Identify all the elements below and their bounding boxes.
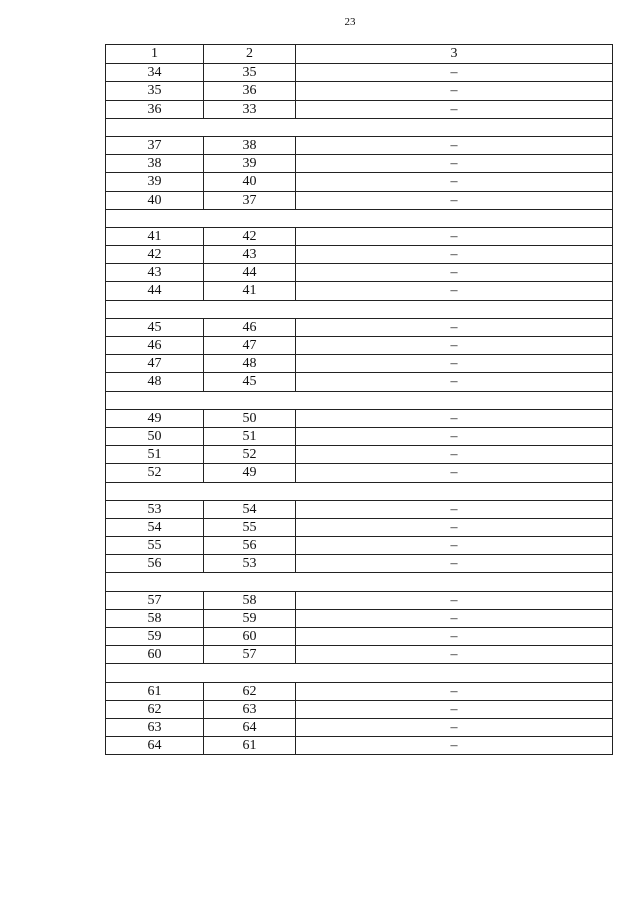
- table-cell-col-2: 40: [204, 173, 296, 190]
- table-cell-col-2: 41: [204, 282, 296, 299]
- table-separator-row: [106, 209, 612, 227]
- table-cell-col-3: –: [450, 228, 458, 244]
- table-row: [106, 136, 612, 154]
- table-cell-col-1: 36: [106, 101, 204, 118]
- table-cell-col-2: 58: [204, 592, 296, 609]
- table-row: [106, 700, 612, 718]
- table-cell-col-2: 42: [204, 228, 296, 245]
- table-cell-col-2: 51: [204, 428, 296, 445]
- table-row: [106, 336, 612, 354]
- table-row: [106, 227, 612, 245]
- table-row: [106, 354, 612, 372]
- table-cell-col-2: 39: [204, 155, 296, 172]
- table-separator-row: [106, 300, 612, 318]
- table-cell-col-3: –: [450, 538, 458, 554]
- table-cell-col-3: –: [450, 501, 458, 517]
- table-separator-row: [106, 391, 612, 409]
- table-cell-col-3: –: [450, 683, 458, 699]
- table-cell-col-1: 45: [106, 319, 204, 336]
- table-cell-col-2: 56: [204, 537, 296, 554]
- table-cell-col-2: 61: [204, 737, 296, 754]
- table-separator-row: [106, 572, 612, 590]
- table-cell-col-2: 48: [204, 355, 296, 372]
- table-separator-row: [106, 118, 612, 136]
- table-cell-col-3: –: [450, 137, 458, 153]
- table-cell-col-1: 52: [106, 464, 204, 481]
- table-cell-col-3: –: [450, 519, 458, 535]
- table-cell-col-1: 44: [106, 282, 204, 299]
- table-row: [106, 445, 612, 463]
- column-header-2: 2: [204, 45, 296, 63]
- table-cell-col-3: –: [450, 356, 458, 372]
- table-cell-col-1: 37: [106, 137, 204, 154]
- table-row: [106, 736, 612, 754]
- table-cell-col-3: –: [450, 101, 458, 117]
- table-cell-col-3: –: [450, 428, 458, 444]
- table-cell-col-2: 63: [204, 701, 296, 718]
- table-row: [106, 245, 612, 263]
- table-cell-col-2: 50: [204, 410, 296, 427]
- table-cell-col-2: 59: [204, 610, 296, 627]
- table-cell-col-1: 43: [106, 264, 204, 281]
- table-cell-col-1: 35: [106, 82, 204, 99]
- table-cell-col-3: –: [450, 265, 458, 281]
- table-cell-col-3: –: [450, 592, 458, 608]
- table-cell-col-3: –: [450, 319, 458, 335]
- table-cell-col-1: 63: [106, 719, 204, 736]
- table-cell-col-3: –: [450, 338, 458, 353]
- table-cell-col-3: –: [450, 374, 458, 390]
- table-cell-col-3: –: [450, 283, 458, 299]
- table-row: [106, 591, 612, 609]
- table-cell-col-2: 53: [204, 555, 296, 572]
- table-row: [106, 518, 612, 536]
- table-cell-col-3: –: [450, 647, 458, 663]
- table-row: [106, 500, 612, 518]
- table-row: [106, 554, 612, 572]
- table-cell-col-1: 59: [106, 628, 204, 645]
- column-header-1: 1: [106, 45, 204, 63]
- table-cell-col-1: 64: [106, 737, 204, 754]
- table-cell-col-2: 57: [204, 646, 296, 663]
- page-number: 23: [344, 16, 356, 28]
- table-row: [106, 682, 612, 700]
- table-cell-col-3: –: [450, 556, 458, 572]
- table-row: [106, 100, 612, 118]
- table-row: [106, 609, 612, 627]
- table-row: [106, 281, 612, 299]
- table-row: [106, 409, 612, 427]
- table-cell-col-2: 43: [204, 246, 296, 263]
- table-cell-col-2: 33: [204, 101, 296, 118]
- table-header-row: [106, 45, 612, 63]
- table-cell-col-1: 38: [106, 155, 204, 172]
- table-row: [106, 372, 612, 390]
- table-cell-col-3: –: [450, 465, 458, 481]
- table-cell-col-3: –: [450, 247, 458, 263]
- table-cell-col-1: 42: [106, 246, 204, 263]
- table-cell-col-1: 46: [106, 337, 204, 354]
- table-cell-col-3: –: [450, 83, 458, 99]
- table-cell-col-2: 55: [204, 519, 296, 536]
- table-row: [106, 63, 612, 81]
- table-cell-col-3: –: [450, 65, 458, 81]
- table-separator-row: [106, 663, 612, 681]
- table-cell-col-3: –: [450, 629, 458, 644]
- table-row: [106, 627, 612, 645]
- table-cell-col-1: 48: [106, 373, 204, 390]
- table-cell-col-2: 46: [204, 319, 296, 336]
- table-cell-col-3: –: [450, 447, 458, 463]
- table-cell-col-1: 61: [106, 683, 204, 700]
- table-cell-col-2: 47: [204, 337, 296, 354]
- table-cell-col-1: 58: [106, 610, 204, 627]
- table-cell-col-2: 62: [204, 683, 296, 700]
- table-cell-col-1: 34: [106, 64, 204, 81]
- table-cell-col-3: –: [450, 410, 458, 426]
- table-cell-col-1: 39: [106, 173, 204, 190]
- table-row: [106, 536, 612, 554]
- table-cell-col-1: 41: [106, 228, 204, 245]
- table-cell-col-3: –: [450, 701, 458, 717]
- table-cell-col-3: –: [450, 192, 458, 208]
- table-cell-col-2: 38: [204, 137, 296, 154]
- table-cell-col-3: –: [450, 738, 458, 754]
- table-row: [106, 427, 612, 445]
- table-cell-col-1: 54: [106, 519, 204, 536]
- table-cell-col-2: 36: [204, 82, 296, 99]
- table-cell-col-1: 60: [106, 646, 204, 663]
- table-row: [106, 81, 612, 99]
- table-cell-col-2: 45: [204, 373, 296, 390]
- table-cell-col-2: 52: [204, 446, 296, 463]
- table-cell-col-1: 53: [106, 501, 204, 518]
- table-cell-col-2: 37: [204, 192, 296, 209]
- table-cell-col-2: 44: [204, 264, 296, 281]
- table-cell-col-1: 47: [106, 355, 204, 372]
- table-cell-col-1: 40: [106, 192, 204, 209]
- table-cell-col-3: –: [450, 156, 458, 172]
- table-separator-row: [106, 482, 612, 500]
- table-cell-col-1: 62: [106, 701, 204, 718]
- table-cell-col-2: 64: [204, 719, 296, 736]
- table-row: [106, 263, 612, 281]
- table-row: [106, 463, 612, 481]
- table-row: [106, 154, 612, 172]
- table-cell-col-1: 49: [106, 410, 204, 427]
- table-cell-col-3: –: [450, 174, 458, 190]
- table-cell-col-3: –: [450, 719, 458, 735]
- table-cell-col-1: 57: [106, 592, 204, 609]
- table-row: [106, 318, 612, 336]
- table-row: [106, 172, 612, 190]
- column-header-3: 3: [450, 46, 458, 61]
- data-table: [105, 44, 613, 755]
- table-cell-col-1: 56: [106, 555, 204, 572]
- table-row: [106, 645, 612, 663]
- table-row: [106, 718, 612, 736]
- table-cell-col-1: 50: [106, 428, 204, 445]
- table-cell-col-2: 60: [204, 628, 296, 645]
- table-row: [106, 191, 612, 209]
- table-cell-col-2: 54: [204, 501, 296, 518]
- table-cell-col-3: –: [450, 610, 458, 626]
- table-cell-col-1: 55: [106, 537, 204, 554]
- table-cell-col-2: 35: [204, 64, 296, 81]
- table-cell-col-1: 51: [106, 446, 204, 463]
- table-cell-col-2: 49: [204, 464, 296, 481]
